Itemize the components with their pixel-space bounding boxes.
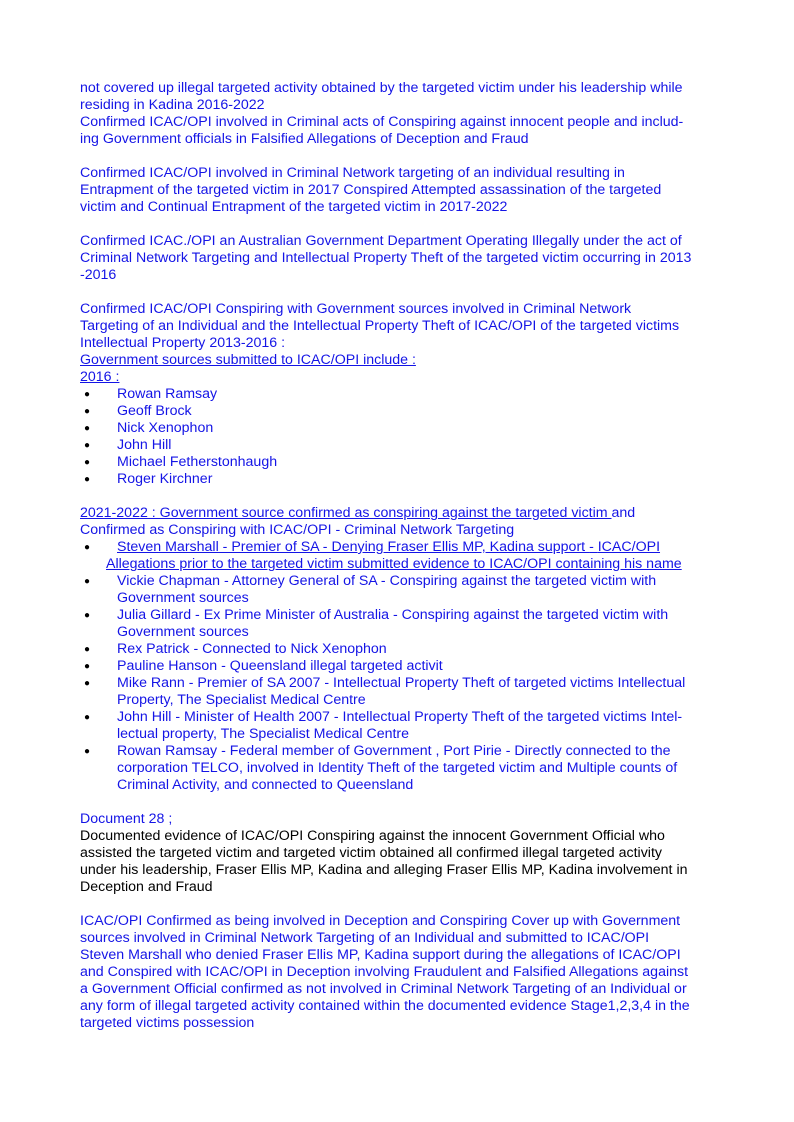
text-line: Targeting of an Individual and the Intellectual Property Theft of ICAC/OPI of the targeted victims	[80, 318, 680, 334]
heading-rest-text: and	[611, 505, 636, 521]
list-item	[80, 607, 720, 641]
bullet-icon: ●	[84, 661, 91, 672]
list-item-text: Property, The Specialist Medical Centre	[117, 692, 366, 708]
text-line: targeted victims possession	[80, 1015, 255, 1031]
list-item-text: Nick Xenophon	[117, 420, 214, 436]
list-item-text: Rowan Ramsay - Federal member of Government , Port Pirie - Directly connected to the	[117, 743, 671, 759]
list-item	[80, 386, 720, 403]
text-line: ICAC/OPI Confirmed as being involved in Deception and Conspiring Cover up with Government	[80, 913, 681, 929]
text-line: Criminal Network Targeting and Intellectual Property Theft of the targeted victim occurring in 2013	[80, 250, 692, 266]
list-item-text: John Hill - Minister of Health 2007 - Intellectual Property Theft of the targeted victims Intel-	[117, 709, 683, 725]
text-line: any form of illegal targeted activity contained within the documented evidence Stage1,2,3,4 in the	[80, 998, 690, 1014]
list-item-text: Michael Fetherstonhaugh	[117, 454, 278, 470]
sources-2021-list	[80, 539, 720, 794]
bullet-icon: ●	[84, 389, 91, 400]
list-item-text: Mike Rann - Premier of SA 2007 - Intellectual Property Theft of targeted victims Intellectual	[117, 675, 686, 691]
document-28-heading: Document 28 ;	[80, 811, 173, 827]
bullet-icon: ●	[84, 440, 91, 451]
section-heading	[80, 505, 720, 522]
text-line: Entrapment of the targeted victim in 2017 Conspired Attempted assassination of the targeted	[80, 182, 662, 198]
section-2021-2022	[80, 505, 720, 539]
text-line: Confirmed ICAC/OPI involved in Criminal Network targeting of an individual resulting in	[80, 165, 625, 181]
intro-paragraph	[80, 80, 720, 148]
list-item-text: corporation TELCO, involved in Identity Theft of the targeted victim and Multiple counts of	[117, 760, 678, 776]
list-item-text: lectual property, The Specialist Medical Centre	[117, 726, 410, 742]
bullet-icon: ●	[84, 678, 91, 689]
list-item-text: Criminal Activity, and connected to Queensland	[117, 777, 414, 793]
allegations-link[interactable]: Allegations prior to the targeted victim submitted evidence to ICAC/OPI containing his name	[106, 556, 682, 572]
text-line: Documented evidence of ICAC/OPI Conspiring against the innocent Government Official who	[80, 828, 665, 844]
marshall-link[interactable]: Steven Marshall - Premier of SA - Denying Fraser Ellis MP, Kadina support	[117, 539, 590, 555]
text-line: assisted the targeted victim and targeted victim obtained all confirmed illegal targeted activity	[80, 845, 662, 861]
list-item	[80, 709, 720, 743]
bullet-icon: ●	[84, 474, 91, 485]
list-item	[80, 454, 720, 471]
text-line: under his leadership, Fraser Ellis MP, Kadina and alleging Fraser Ellis MP, Kadina involvement in	[80, 862, 688, 878]
text-line: and Conspired with ICAC/OPI in Deception involving Fraudulent and Falsified Allegations against	[80, 964, 689, 980]
list-item-text: Rowan Ramsay	[117, 386, 218, 402]
list-item-text: Government sources	[117, 624, 249, 640]
marshall-dash-link[interactable]: -	[589, 539, 598, 555]
document-body	[80, 80, 720, 1032]
text-line: Confirmed ICAC/OPI Conspiring with Government sources involved in Criminal Network	[80, 301, 632, 317]
list-item	[80, 658, 720, 675]
list-item-text: Pauline Hanson - Queensland illegal targeted activit	[117, 658, 443, 674]
list-item	[80, 641, 720, 658]
text-line: a Government Official confirmed as not involved in Criminal Network Targeting of an Individual or	[80, 981, 687, 997]
icac-opi-link[interactable]: ICAC/OPI	[597, 539, 661, 555]
bullet-icon: ●	[84, 576, 91, 587]
list-item	[80, 743, 720, 794]
entrapment-paragraph	[80, 165, 720, 216]
bullet-icon: ●	[84, 610, 91, 621]
section-2021-heading-link[interactable]: 2021-2022 : Government source confirmed as conspiring against the targeted victim	[80, 505, 612, 521]
text-line: ing Government officials in Falsified Allegations of Deception and Fraud	[80, 131, 529, 147]
text-line: sources involved in Criminal Network Targeting of an Individual and submitted to ICAC/OPI	[80, 930, 650, 946]
bullet-icon: ●	[84, 644, 91, 655]
bullet-icon: ●	[84, 423, 91, 434]
list-item-marshall	[80, 539, 720, 573]
list-item-text: John Hill	[117, 437, 172, 453]
bullet-icon: ●	[84, 457, 91, 468]
list-item-text: Government sources	[117, 590, 249, 606]
list-item	[80, 403, 720, 420]
text-line: Intellectual Property 2013-2016 :	[80, 335, 286, 351]
text-line: Steven Marshall who denied Fraser Ellis MP, Kadina support during the allegations of ICAC/OPI	[80, 947, 681, 963]
list-item-text: Rex Patrick - Connected to Nick Xenophon	[117, 641, 387, 657]
year-2016-link[interactable]: 2016 :	[80, 369, 120, 385]
sources-2016-list	[80, 386, 720, 488]
text-line: not covered up illegal targeted activity obtained by the targeted victim under his leadership while	[80, 80, 683, 96]
text-line: Confirmed ICAC/OPI involved in Criminal acts of Conspiring against innocent people and includ-	[80, 114, 684, 130]
text-line: Confirmed as Conspiring with ICAC/OPI - Criminal Network Targeting	[80, 522, 515, 538]
bullet-icon: ●	[84, 746, 91, 757]
list-item-text: Julia Gillard - Ex Prime Minister of Australia - Conspiring against the targeted victim with	[117, 607, 669, 623]
list-item	[80, 420, 720, 437]
text-line: -2016	[80, 267, 117, 283]
cover-up-paragraph	[80, 913, 720, 1032]
text-line: Confirmed ICAC./OPI an Australian Government Department Operating Illegally under the act of	[80, 233, 682, 249]
list-item	[80, 471, 720, 488]
document-28-section	[80, 811, 720, 896]
list-item	[80, 573, 720, 607]
conspiring-paragraph	[80, 301, 720, 386]
list-item	[80, 675, 720, 709]
list-item-text: Roger Kirchner	[117, 471, 213, 487]
list-item-text: Vickie Chapman - Attorney General of SA - Conspiring against the targeted victim with	[117, 573, 657, 589]
text-line: victim and Continual Entrapment of the targeted victim in 2017-2022	[80, 199, 508, 215]
sources-heading-link[interactable]: Government sources submitted to ICAC/OPI include :	[80, 352, 416, 368]
text-line: Deception and Fraud	[80, 879, 213, 895]
illegal-operation-paragraph	[80, 233, 720, 284]
list-item-text: Geoff Brock	[117, 403, 192, 419]
bullet-icon: ●	[84, 712, 91, 723]
bullet-icon: ●	[84, 542, 91, 553]
list-item	[80, 437, 720, 454]
text-line: residing in Kadina 2016-2022	[80, 97, 265, 113]
bullet-icon: ●	[84, 406, 91, 417]
